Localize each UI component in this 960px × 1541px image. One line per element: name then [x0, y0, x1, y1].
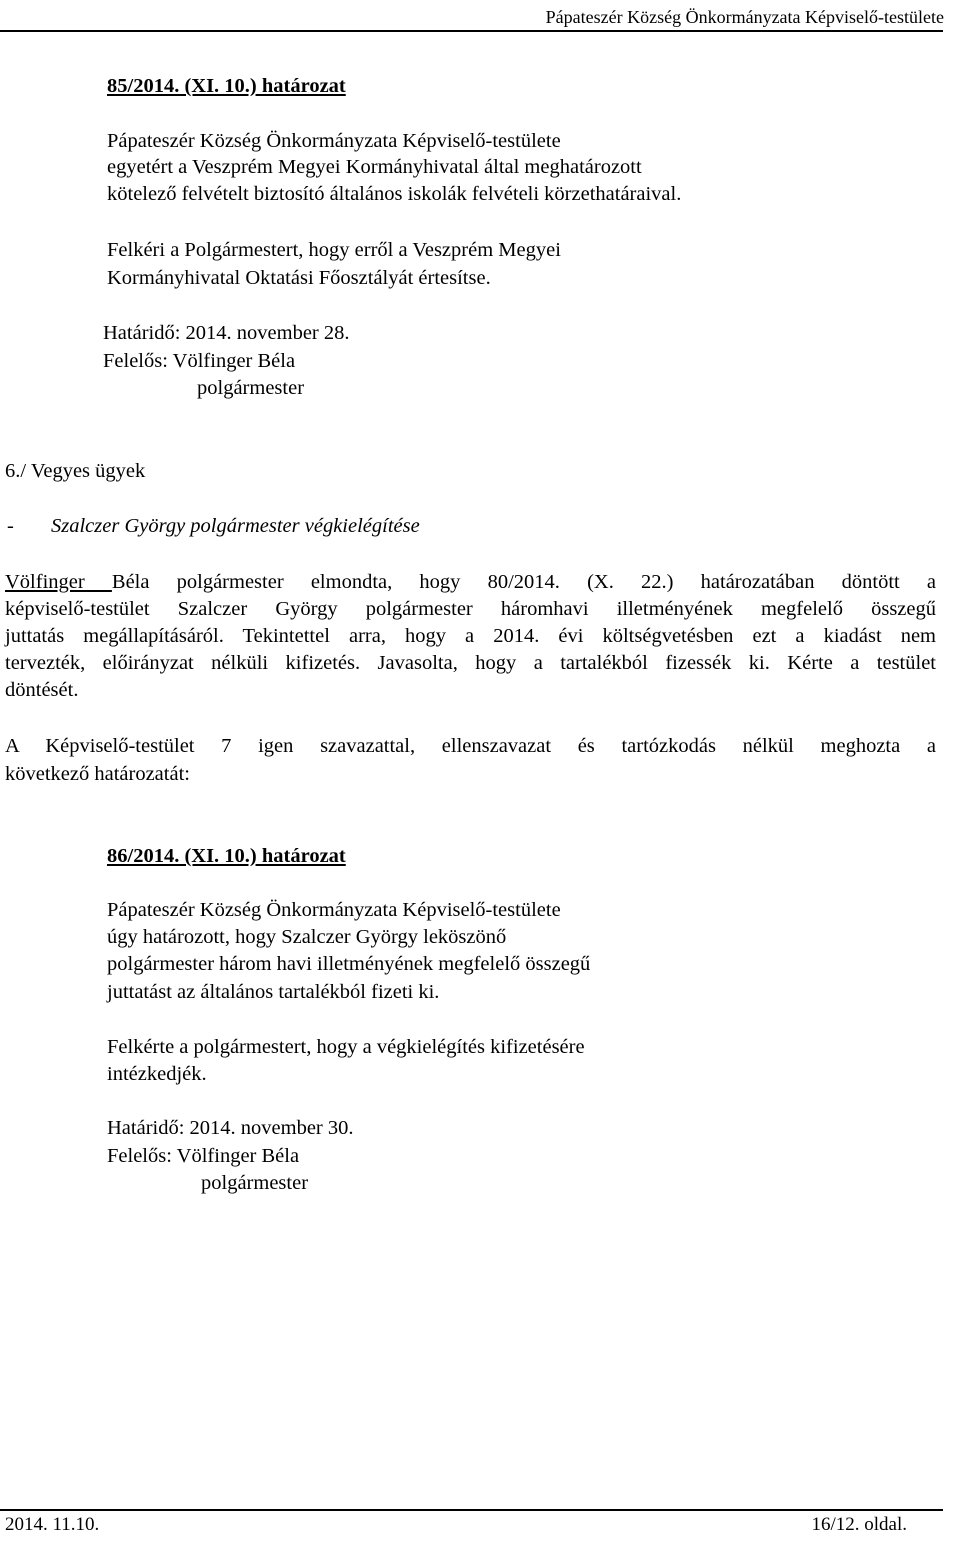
- resolution-85-line: kötelező felvételt biztosító általános iskolák felvételi körzethatáraival.: [107, 183, 682, 205]
- body-line: juttatás megállapításáról. Tekintettel arra, hogy a 2014. évi költségvetésben ezt a kiadást nem: [5, 625, 936, 647]
- resolution-85-request-line: Kormányhivatal Oktatási Főosztályát értesítse.: [107, 267, 491, 289]
- resolution-85-deadline: Határidő: 2014. november 28.: [103, 322, 350, 344]
- vote-line: következő határozatát:: [5, 763, 190, 785]
- section-subtitle: Szalczer György polgármester végkielégítése: [51, 515, 420, 537]
- resolution-86-request-line: intézkedjék.: [107, 1063, 207, 1085]
- vote-line: A Képviselő-testület 7 igen szavazattal, ellenszavazat és tartózkodás nélkül meghozta a: [5, 735, 936, 757]
- body-line: döntését.: [5, 679, 79, 701]
- resolution-86-line: juttatást az általános tartalékból fizeti ki.: [107, 981, 440, 1003]
- resolution-85-responsible-role: polgármester: [197, 377, 305, 399]
- resolution-86-responsible: Felelős: Völfinger Béla: [107, 1145, 300, 1167]
- section-title: 6./ Vegyes ügyek: [5, 460, 146, 482]
- footer-page-number: 16/12. oldal.: [811, 1514, 907, 1535]
- resolution-85-title: 85/2014. (XI. 10.) határozat: [107, 75, 346, 97]
- resolution-86-responsible-role: polgármester: [201, 1172, 309, 1194]
- header-rule: [0, 30, 943, 32]
- footer-rule: [0, 1509, 943, 1511]
- speaker-name: Völfinger: [5, 571, 112, 593]
- resolution-86-line: polgármester három havi illetményének megfelelő összegű: [107, 953, 591, 975]
- resolution-85-responsible: Felelős: Völfinger Béla: [103, 350, 296, 372]
- resolution-85-line: Pápateszér Község Önkormányzata Képviselő-testülete: [107, 130, 561, 152]
- resolution-85-line: egyetért a Veszprém Megyei Kormányhivatal által meghatározott: [107, 156, 642, 178]
- speaker-line: [5, 572, 936, 593]
- resolution-86-request-line: Felkérte a polgármestert, hogy a végkielégítés kifizetésére: [107, 1036, 585, 1058]
- resolution-85-request-line: Felkéri a Polgármestert, hogy erről a Veszprém Megyei: [107, 239, 561, 261]
- section-bullet: -: [7, 515, 14, 537]
- footer-date: 2014. 11.10.: [5, 1514, 100, 1535]
- resolution-86-deadline: Határidő: 2014. november 30.: [107, 1117, 354, 1139]
- resolution-86-title: 86/2014. (XI. 10.) határozat: [107, 845, 346, 867]
- page-header-title: Pápateszér Község Önkormányzata Képviselő-testülete: [545, 7, 944, 27]
- speaker-line-rest: Béla polgármester elmondta, hogy 80/2014. (X. 22.) határozatában döntött a: [111, 571, 937, 593]
- body-line: képviselő-testület Szalczer György polgármester háromhavi illetményének megfelelő összegű: [5, 598, 936, 620]
- resolution-86-line: úgy határozott, hogy Szalczer György leköszönő: [107, 926, 507, 948]
- body-line: tervezték, előirányzat nélküli kifizetés. Javasolta, hogy a tartalékból fizessék ki. Kérte a testület: [5, 652, 936, 674]
- resolution-86-line: Pápateszér Község Önkormányzata Képviselő-testülete: [107, 899, 561, 921]
